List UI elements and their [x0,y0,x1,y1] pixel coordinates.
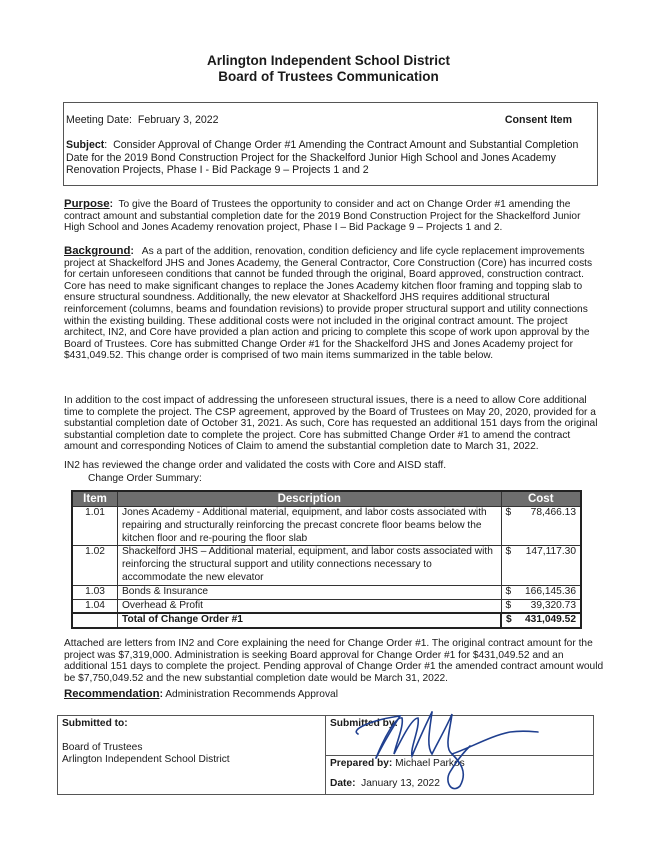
change-order-table [71,490,582,629]
prepared-by-name: Michael Parkos [395,758,465,769]
header-description: Description [118,491,502,507]
signature-icon [340,702,540,792]
review-paragraph: IN2 has reviewed the change order and validated the costs with Core and AISD staff. [64,460,447,471]
submitted-by-label: Submitted by: [330,718,398,729]
date-value: January 13, 2022 [361,778,440,789]
background-section: Background: As a part of the addition, renovation, condition deficiency and life cycle replacement improvements project at Shackelford JHS and Jones Academy, the General Contractor, Core Construction (Core) has incurred costs for certain unforeseen conditions that cannot be funded through the original, Board approved, construction contract. Core has need to make significant changes to replace the Jones Academy kitchen floor framing and topping slab to ensure structural soundness. Additionally, the new elevator at Shackelford JHS requires additional structural reinforcement (columns, beams and foundation revisions) to provide proper structural support and utility connections within the existing building. These additional costs were not included in the original contract amount. The project architect, IN2, and Core have provided a plan action and pricing to complete this scope of work upon approval by the Board of Trustees. Core has submitted Change Order #1 for the Shackelford JHS and Jones Academy project for $431,049.52. This change order is comprised of two main items summarized in the table below. [64,245,593,362]
date-label: Date: [330,778,356,789]
change-order-caption: Change Order Summary: [88,473,202,484]
row-cost: $ 147,117.30 [501,546,581,585]
meeting-date-row [66,114,594,127]
subject: Subject: Consider Approval of Change Order #1 Amending the Contract Amount and Substantial Completion Date for the 2019 Bond Construction Project for the Shackelford Junior High School and Jones Academy Renovation Projects, Phase I - Bid Package 9 – Projects 1 and 2 [66,139,579,177]
subject-text: Consider Approval of Change Order #1 Amending the Contract Amount and Substantial Completion Date for the 2019 Bond Construction Project for the Shackelford Junior High School and Jones Academy Renovation Projects, Phase I - Bid Package 9 – Projects 1 and 2 [66,139,579,177]
row-item: 1.04 [72,599,118,613]
submitted-to-line2: Arlington Independent School District [62,754,230,765]
meeting-date-value: February 3, 2022 [137,114,219,126]
row-item: 1.01 [72,507,118,546]
background-heading: Background [64,245,131,257]
recommendation-text: Administration Recommends Approval [165,689,338,700]
prepared-by-label: Prepared by: [330,758,393,769]
row-item: 1.02 [72,546,118,585]
submitted-to-label: Submitted to: [62,718,128,729]
consent-item-label: Consent Item [504,114,572,126]
district-title: Arlington Independent School District [207,53,450,68]
subject-label: Subject [66,139,105,151]
total-item-cell [72,613,118,628]
document-title: Board of Trustees Communication [218,69,439,84]
purpose-text: To give the Board of Trustees the opportunity to consider and act on Change Order #1 amending the contract amount and substantial completion date for the 2019 Bond Construction Project for the Shackelford Junior High School and Jones Academy renovation project, Phase I – Bid Package 9 – Projects 1 and 2. [64,199,581,234]
row-description: Bonds & Insurance [118,585,502,599]
total-row [72,613,581,628]
background-text: As a part of the addition, renovation, condition deficiency and life cycle replacement improvements project at Shackelford JHS and Jones Academy, the General Contractor, Core Construction (Core) has incurred costs for certain unforeseen conditions that cannot be funded through the original, Board approved, construction contract. Core has need to make significant changes to replace the Jones Academy kitchen floor framing and topping slab to ensure structural soundness. Additionally, the new elevator at Shackelford JHS requires additional structural reinforcement (columns, beams and foundation revisions) to provide proper structural support and utility connections within the existing building. These additional costs were not included in the original contract amount. The project architect, IN2, and Core have provided a plan action and pricing to complete this scope of work upon approval by the Board of Trustees. Core has submitted Change Order #1 for the Shackelford JHS and Jones Academy project for $431,049.52. This change order is comprised of two main items summarized in the table below. [64,246,593,362]
table-header-row [72,491,581,507]
table-row [72,585,581,599]
row-description: Overhead & Profit [118,599,502,613]
total-label: Total of Change Order #1 [118,613,502,628]
row-cost: $ 39,320.73 [501,599,581,613]
table-row [72,599,581,613]
purpose-heading: Purpose [64,198,110,210]
header-cost: Cost [501,491,581,507]
submitted-to-line1: Board of Trustees [62,742,143,753]
submitted-to-cell [58,716,326,794]
row-description: Jones Academy - Additional material, equipment, and labor costs associated with repairing and structurally reinforcing the precast concrete floor beams below the kitchen floor and re-pouring the floor slab [118,507,502,546]
recommendation-section: Recommendation: Administration Recommends Approval [64,688,338,700]
purpose-section: Purpose: To give the Board of Trustees the opportunity to consider and act on Change Order #1 amending the contract amount and substantial completion date for the 2019 Bond Construction Project for the Shackelford Junior High School and Jones Academy renovation project, Phase I – Bid Package 9 – Projects 1 and 2. [64,198,581,234]
meeting-date-label: Meeting Date: [66,114,132,126]
meeting-info-box [63,102,598,186]
recommendation-heading: Recommendation [64,688,160,700]
table-row [72,546,581,585]
timeline-paragraph: In addition to the cost impact of addressing the unforeseen structural issues, there is a need to allow Core additional time to complete the project. The CSP agreement, approved by the Board of Trustees on May 20, 2020, provided for a substantial completion date of October 31, 2021. As such, Core has requested an additional 151 days from the original substantial completion date to complete the project. Core has submitted Change Order #1 to amend the contract amount and corresponding Notices of Claim to amend the substantial completion date to March 31, 2022. [64,395,598,453]
attached-paragraph: Attached are letters from IN2 and Core explaining the need for Change Order #1. The original contract amount for the project was $7,319,000. Administration is seeking Board approval for Change Order #1 for $431,049.52 and an additional 151 days to complete the project. Pending approval of Change Order #1 the amended contract amount would be $7,750,049.52 and the new substantial completion date would be March 31, 2022. [64,638,604,684]
row-description: Shackelford JHS – Additional material, equipment, and labor costs associated with reinforcing the structural support and utility connections necessary to accommodate the new elevator [118,546,502,585]
total-cost: $ 431,049.52 [501,613,581,628]
row-cost: $ 78,466.13 [501,507,581,546]
table-row [72,507,581,546]
row-cost: $ 166,145.36 [501,585,581,599]
row-item: 1.03 [72,585,118,599]
header-item: Item [72,491,118,507]
